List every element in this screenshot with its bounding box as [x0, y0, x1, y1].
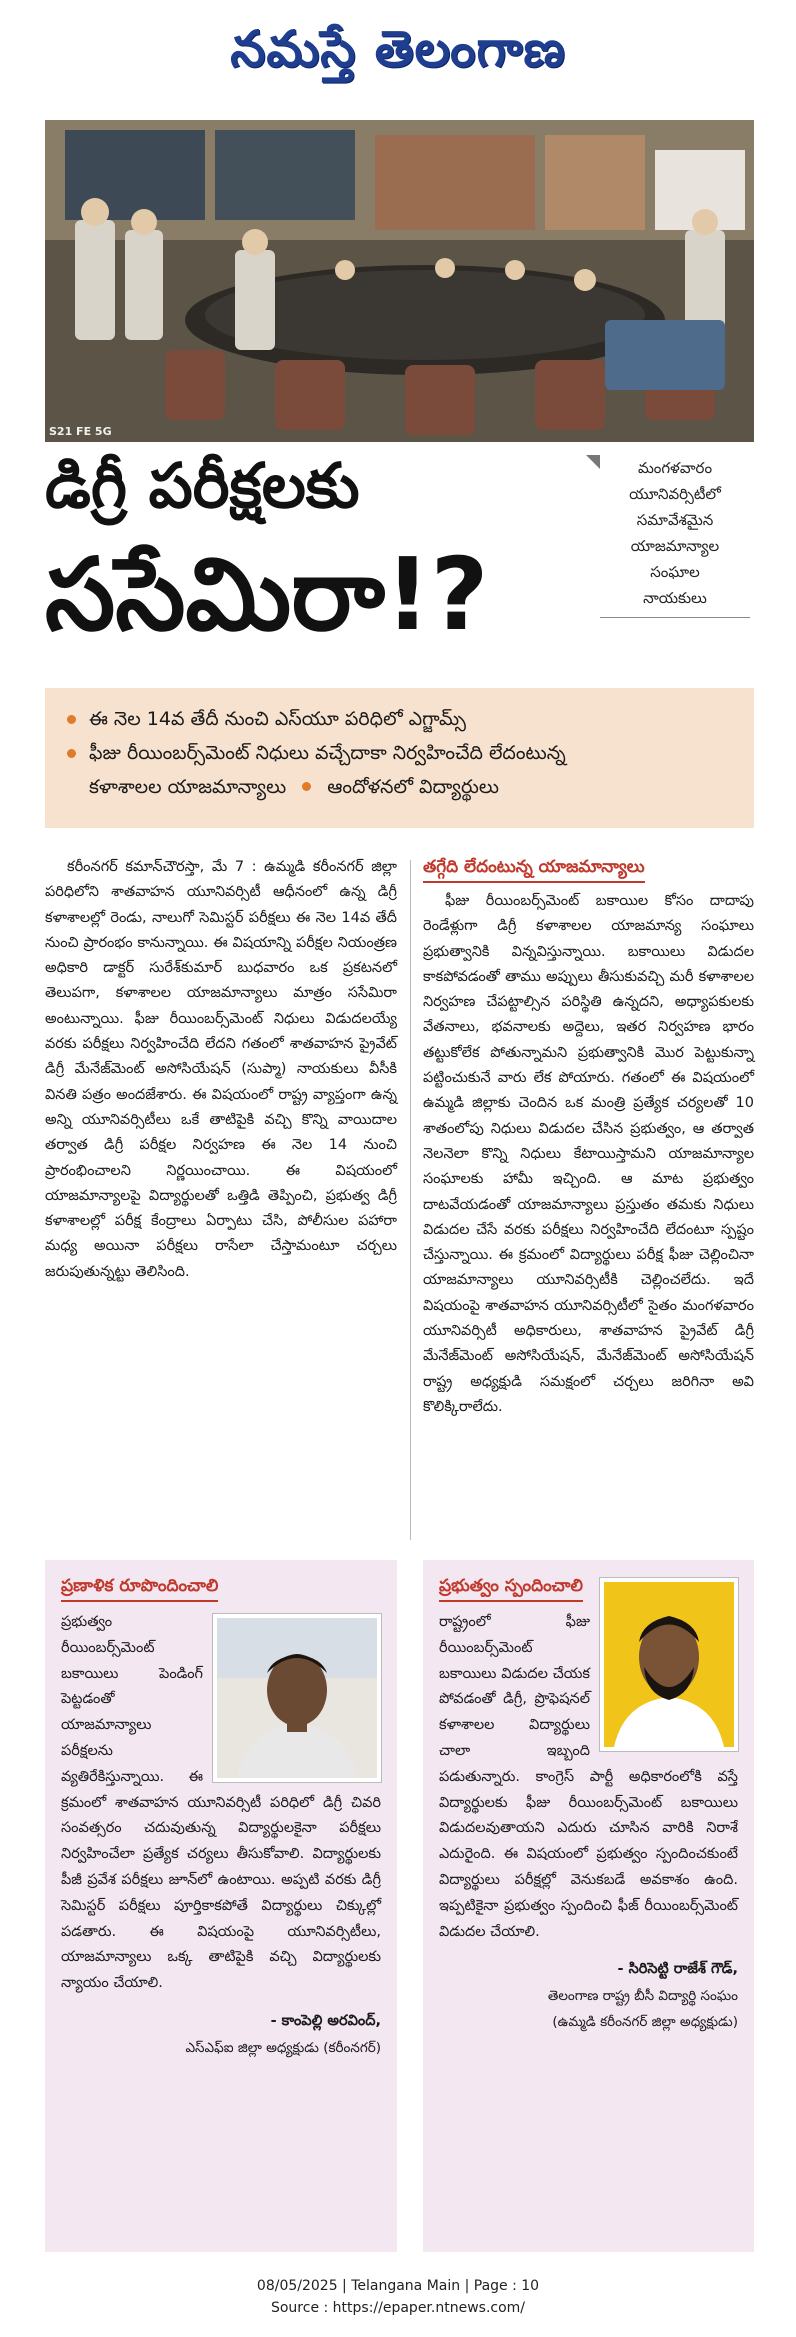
- opinion-signature: - కాంపెల్లి అరవింద్,: [270, 2012, 381, 2029]
- opinion-signatory-title: తెలంగాణ రాష్ట్ర బీసీ విద్యార్థి సంఘం: [547, 1988, 738, 2005]
- opinion-box-right: [423, 1560, 754, 2252]
- caption-line: సమావేశమైన: [636, 511, 714, 529]
- opinion-subhead: ప్రభుత్వం స్పందించాలి: [439, 1574, 583, 1602]
- highlight-text: ఆందోళనలో విద్యార్థులు: [327, 776, 499, 798]
- bullet-icon: [302, 782, 311, 791]
- portrait-photo: [600, 1578, 738, 1751]
- caption-line: యూనివర్సిటీలో: [629, 485, 721, 503]
- bullet-icon: [67, 749, 76, 758]
- highlight-item-continued: [63, 770, 736, 804]
- highlight-item: [63, 702, 736, 736]
- article-paragraph: ఫీజు రీయింబర్స్‌మెంట్ బకాయిల కోసం దాదాపు రెండేళ్లుగా డిగ్రీ కళాశాలల యాజమాన్య సంఘాలు ప్రభుత్వానికి విన్నవిస్తున్నాయి. బకాయిలు విడుదల కాకపోవడంతో తాము అప్పులు తీసుకువచ్చి మరీ కళాశాలల నిర్వహణ చేపట్టాల్సిన పరిస్థితి ఉన్నదని, అధ్యాపకులకు వేతనాలు, భవనాలకు అద్దెలు, ఇతర నిర్వహణ భారం తట్టుకోలేక పోతున్నామని ప్రభుత్వానికి మొర పెట్టుకున్నా పట్టించుకునే వారు లేక పోయారు. గతంలో ఈ విషయంలో ఉమ్మడి జిల్లాకు చెందిన ఒక మంత్రి ప్రత్యేక చర్యలతో 10 శాతంలోపు నిధులు విడుదల చేసిన ప్రభుత్వం, ఆ తర్వాత నెలనెలా కొన్ని నిధులు కేటాయిస్తామని యాజమాన్యాల సంఘాలకు హామీ ఇచ్చింది. ఆ మాట ప్రభుత్వం దాటవేయడంతో యాజమాన్యాలు ప్రస్తుతం తమకు నిధులు విడుదల చేసే వరకు పరీక్షలు నిర్వహించేది లేదంటూ స్పష్టం చేస్తున్నాయి. ఈ క్రమంలో విద్యార్థులు పరీక్ష ఫీజు చెల్లించినా యాజమాన్యాలు యూనివర్సిటీకి చెల్లించలేదు. ఇదే విషయంపై శాతవాహన యూనివర్సిటీలో సైతం మంగళవారం యూనివర్సిటీ అధికారులు, శాతవాహన ప్రైవేట్ డిగ్రీ మేనేజ్‌మెంట్ అసోసియేషన్, మేనేజ్‌మెంట్ అసోసియేషన్ రాష్ట్ర అధ్యక్షుడి సమక్షంలో చర్చలు జరిగినా అవి కొలిక్కిరాలేదు.: [423, 893, 754, 1415]
- footer-edition-info: 08/05/2025 | Telangana Main | Page : 10: [256, 2278, 540, 2294]
- opinion-box-left: [45, 1560, 397, 2252]
- headline-line-1: డిగ్రీ పరీక్షలకు: [45, 449, 360, 522]
- opinion-signature: - సిరిసెట్టి రాజేశ్ గౌడ్,: [617, 1961, 738, 1978]
- masthead: [0, 0, 796, 110]
- highlight-item: [63, 736, 736, 770]
- opinion-text: రాష్ట్రంలో ఫీజు రీయింబర్స్‌మెంట్ బకాయిలు విడుదల చేయక పోవడంతో డిగ్రీ, ప్రొఫెషనల్ కళాశాలల విద్యార్థులు చాలా ఇబ్బంది పడుతున్నారు. కాంగ్రెస్ పార్టీ అధికారంలోకి వస్తే విద్యార్థులకు ఫీజు రీయింబర్స్‌మెంట్ బకాయిలు విడుదలవుతాయని ఎదురు చూసిన వారికి నిరాశే ఎదురైంది. ఈ విషయంలో ప్రభుత్వం స్పందించకుంటే విద్యార్థులు పరీక్షల్లో వెనుకబడే అవకాశం ఉంది. ఇప్పటికైనా ప్రభుత్వం స్పందించి ఫీజ్ రీయింబర్స్‌మెంట్ విడుదల చేయాలి.: [439, 1614, 738, 1940]
- photo-caption: [600, 455, 750, 618]
- headline-line-2: ససేమిరా!?: [45, 536, 489, 653]
- meeting-photo-image: [45, 120, 754, 442]
- opinion-signatory-title-2: (ఉమ్మడి కరీంనగర్ జిల్లా అధ్యక్షుడు): [552, 2014, 738, 2031]
- caption-line: మంగళవారం: [637, 459, 713, 477]
- opinion-text: ప్రభుత్వం రీయింబర్స్‌మెంట్ బకాయిలు పెండింగ్ పెట్టడంతో యాజమాన్యాలు పరీక్షలను వ్యతిరేకిస్తున్నాయి. ఈ క్రమంలో శాతవాహన యూనివర్సిటీ పరిధిలో డిగ్రీ చివరి సంవత్సరం చదువుతున్న విద్యార్థులకైనా పరీక్షలు నిర్వహించేలా ప్రత్యేక చర్యలు తీసుకోవాలి. విద్యార్థులకు పీజీ ప్రవేశ పరీక్షలు జూన్‌లో ఉంటాయి. అప్పటి వరకు డిగ్రీ సెమిస్టర్ పరీక్షలు పూర్తికాకపోతే విద్యార్థులు చిక్కుల్లో పడతారు. ఈ విషయంపై యూనివర్సిటీలు, యాజమాన్యాలు ఒక్క తాటిపైకి వచ్చి విద్యార్థులకు న్యాయం చేయాలి.: [61, 1614, 381, 1992]
- portrait-image: [217, 1618, 377, 1778]
- column-divider: [410, 860, 411, 1540]
- article-paragraph: కరీంనగర్ కమాన్‌చౌరస్తా, మే 7 : ఉమ్మడి కరీంనగర్ జిల్లా పరిధిలోని శాతవాహన యూనివర్సిటీ ఆధీనంలో ఉన్న డిగ్రీ కళాశాలల్లో రెండు, నాలుగో సెమిస్టర్ పరీక్షలు ఈ నెల 14వ తేదీ నుంచి ప్రారంభం కానున్నాయి. ఈ విషయాన్ని పరీక్షల నియంత్రణ అధికారి డాక్టర్ సురేశ్‌కుమార్ బుధవారం ఒక ప్రకటనలో తెలుపగా, కళాశాలల యాజమాన్యాలు మాత్రం ససేమిరా అంటున్నాయి. ఫీజు రీయింబర్స్‌మెంట్ నిధులు విడుదలయ్యే వరకు పరీక్షలు నిర్వహించేది లేదని గతంలో శాతవాహన ప్రైవేట్ డిగ్రీ మేనేజ్‌మెంట్ అసోసియేషన్ (సుప్మా) నాయకులు వీసీకి వినతి పత్రం అందజేశారు. ఈ విషయంలో రాష్ట్ర వ్యాప్తంగా ఉన్న అన్ని యూనివర్సిటీలు ఒకే తాటిపైకి వచ్చి కొన్ని వాయిదాల తర్వాత డిగ్రీ పరీక్షల నిర్వహణ ఈ నెల 14 నుంచి ప్రారంభించాలని నిర్ణయించాయి. ఈ విషయంలో యాజమాన్యాలపై విద్యార్థులతో ఒత్తిడి తెప్పించి, ప్రభుత్వ డిగ్రీ కళాశాలల్లో పరీక్ష కేంద్రాలు ఏర్పాటు చేసి, పోలీసుల పహారా మధ్య అయినా పరీక్షలు రాసేలా చేస్తామంటూ చర్చలు జరుపుతున్నట్టు తెలిసింది.: [45, 859, 397, 1280]
- highlight-text: ఈ నెల 14వ తేదీ నుంచి ఎస్‌యూ పరిధిలో ఎగ్జామ్స్: [89, 708, 466, 730]
- page-footer: [0, 2275, 796, 2319]
- portrait-image: [604, 1582, 734, 1747]
- highlight-text: ఫీజు రీయింబర్స్‌మెంట్ నిధులు వచ్చేదాకా నిర్వహించేది లేదంటున్న: [89, 742, 566, 764]
- opinion-signatory-title: ఎస్ఎఫ్ఐ జిల్లా అధ్యక్షుడు (కరీంనగర్): [185, 2039, 381, 2056]
- caption-line: నాయకులు: [643, 589, 707, 607]
- footer-source-link[interactable]: Source : https://epaper.ntnews.com/: [270, 2300, 526, 2316]
- newspaper-title: నమస్తే తెలంగాణ: [230, 19, 566, 78]
- meeting-photo: [45, 120, 754, 442]
- highlight-text: కళాశాలల యాజమాన్యాలు: [89, 776, 287, 798]
- camera-watermark: S21 FE 5G: [49, 425, 112, 438]
- opinion-subhead: ప్రణాళిక రూపొందించాలి: [61, 1574, 218, 1602]
- article-left-column: [45, 855, 397, 1285]
- highlights-box: [45, 688, 754, 828]
- section-subhead: తగ్గేది లేదంటున్న యాజమాన్యాలు: [423, 855, 645, 883]
- caption-line: యాజమాన్యాల: [630, 537, 720, 555]
- article-right-column: [423, 855, 754, 1420]
- bullet-icon: [67, 715, 76, 724]
- article-right-body: [423, 889, 754, 1420]
- portrait-photo: [213, 1614, 381, 1782]
- caption-line: సంఘాల: [650, 563, 700, 581]
